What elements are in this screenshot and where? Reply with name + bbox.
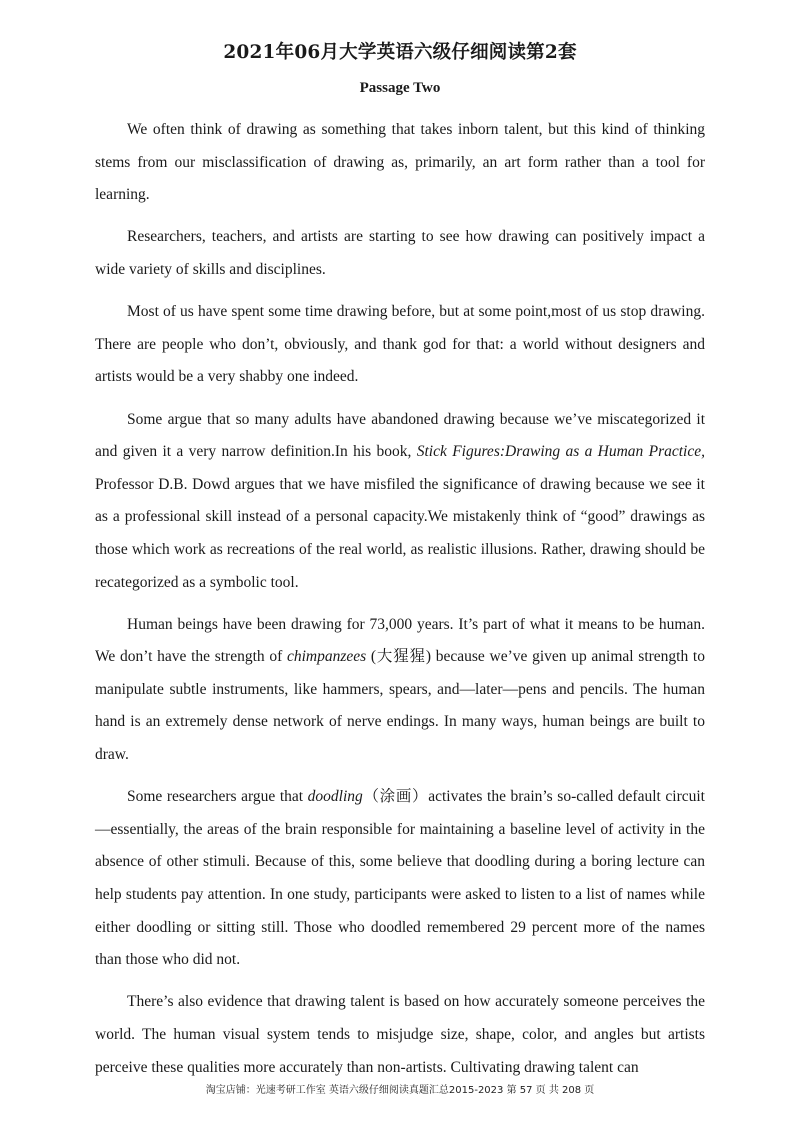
paragraph-2 — [95, 221, 705, 286]
paragraph-3-text: Most of us have spent some time drawing before, but at some point,most of us stop drawing. There are people who don’t, obviously, and thank god for that: a world without designers and artists would be a very shabby one indeed. — [95, 303, 705, 386]
paragraph-3 — [95, 296, 705, 394]
paragraph-5-text-a: Human beings have been drawing for 73,000 years. It’s part of what it means to be human. We don’t have the strength of — [95, 615, 705, 666]
keyword-doodling: doodling — [307, 788, 363, 806]
paragraph-5-text-b: (大猩猩) because we’ve given up animal strength to manipulate subtle instruments, like hammers, spears, and—later—pens and pencils. The human hand is an extremely dense network of nerve endings. In many ways, human beings are built to draw. — [95, 648, 705, 764]
paragraph-4-text-a: Some argue that so many adults have abandoned drawing because we’ve miscategorized it and given it a very narrow definition.In his book, — [95, 410, 705, 461]
book-title: Stick Figures:Drawing as a Human Practice, — [416, 443, 706, 461]
paragraph-6 — [95, 781, 705, 977]
paragraph-4 — [95, 404, 705, 600]
paragraph-1-text: We often think of drawing as something that takes inborn talent, but this kind of thinking stems from our misclassification of drawing as, primarily, an art form rather than a tool for learning. — [95, 121, 705, 204]
paragraph-6-text-a: Some researchers argue that — [127, 788, 308, 806]
passage-title: Passage Two — [359, 80, 441, 96]
paragraph-4-text-b: Professor D.B. Dowd argues that we have misfiled the significance of drawing because we see it as a professional skill instead of a personal capacity.We mistakenly think of “good” drawings as those which work as recreations of the real world, as realistic illusions. Rather, drawing should be recategorized as a symbolic tool. — [95, 475, 705, 591]
document-title: 2021年06月大学英语六级仔细阅读第2套 — [223, 42, 577, 63]
paragraph-1 — [95, 114, 705, 212]
keyword-chimpanzees: chimpanzees — [286, 648, 367, 666]
passage-body — [95, 114, 705, 1084]
paragraph-2-text: Researchers, teachers, and artists are starting to see how drawing can positively impact a wide variety of skills and disciplines. — [95, 228, 705, 278]
paragraph-6-text-b: （涂画）activates the brain’s so-called default circuit—essentially, the areas of the brain responsible for maintaining a baseline level of activity in the absence of other stimuli. Because of this, some believe that doodling during a boring lecture can help students pay attention. In one study, participants were asked to listen to a list of names while either doodling or sitting still. Those who doodled remembered 29 percent more of the names than those who did not. — [95, 788, 705, 969]
paragraph-5 — [95, 609, 705, 772]
paragraph-7 — [95, 986, 705, 1084]
page-footer: 淘宝店铺：光速考研工作室 英语六级仔细阅读真题汇总2015-2023 第 57 页 共 208 页 — [205, 1085, 595, 1096]
paragraph-7-text: There’s also evidence that drawing talent is based on how accurately someone perceives the world. The human visual system tends to misjudge size, shape, color, and angles but artists perceive these qualities more accurately than non-artists. Cultivating drawing talent can — [95, 993, 705, 1076]
